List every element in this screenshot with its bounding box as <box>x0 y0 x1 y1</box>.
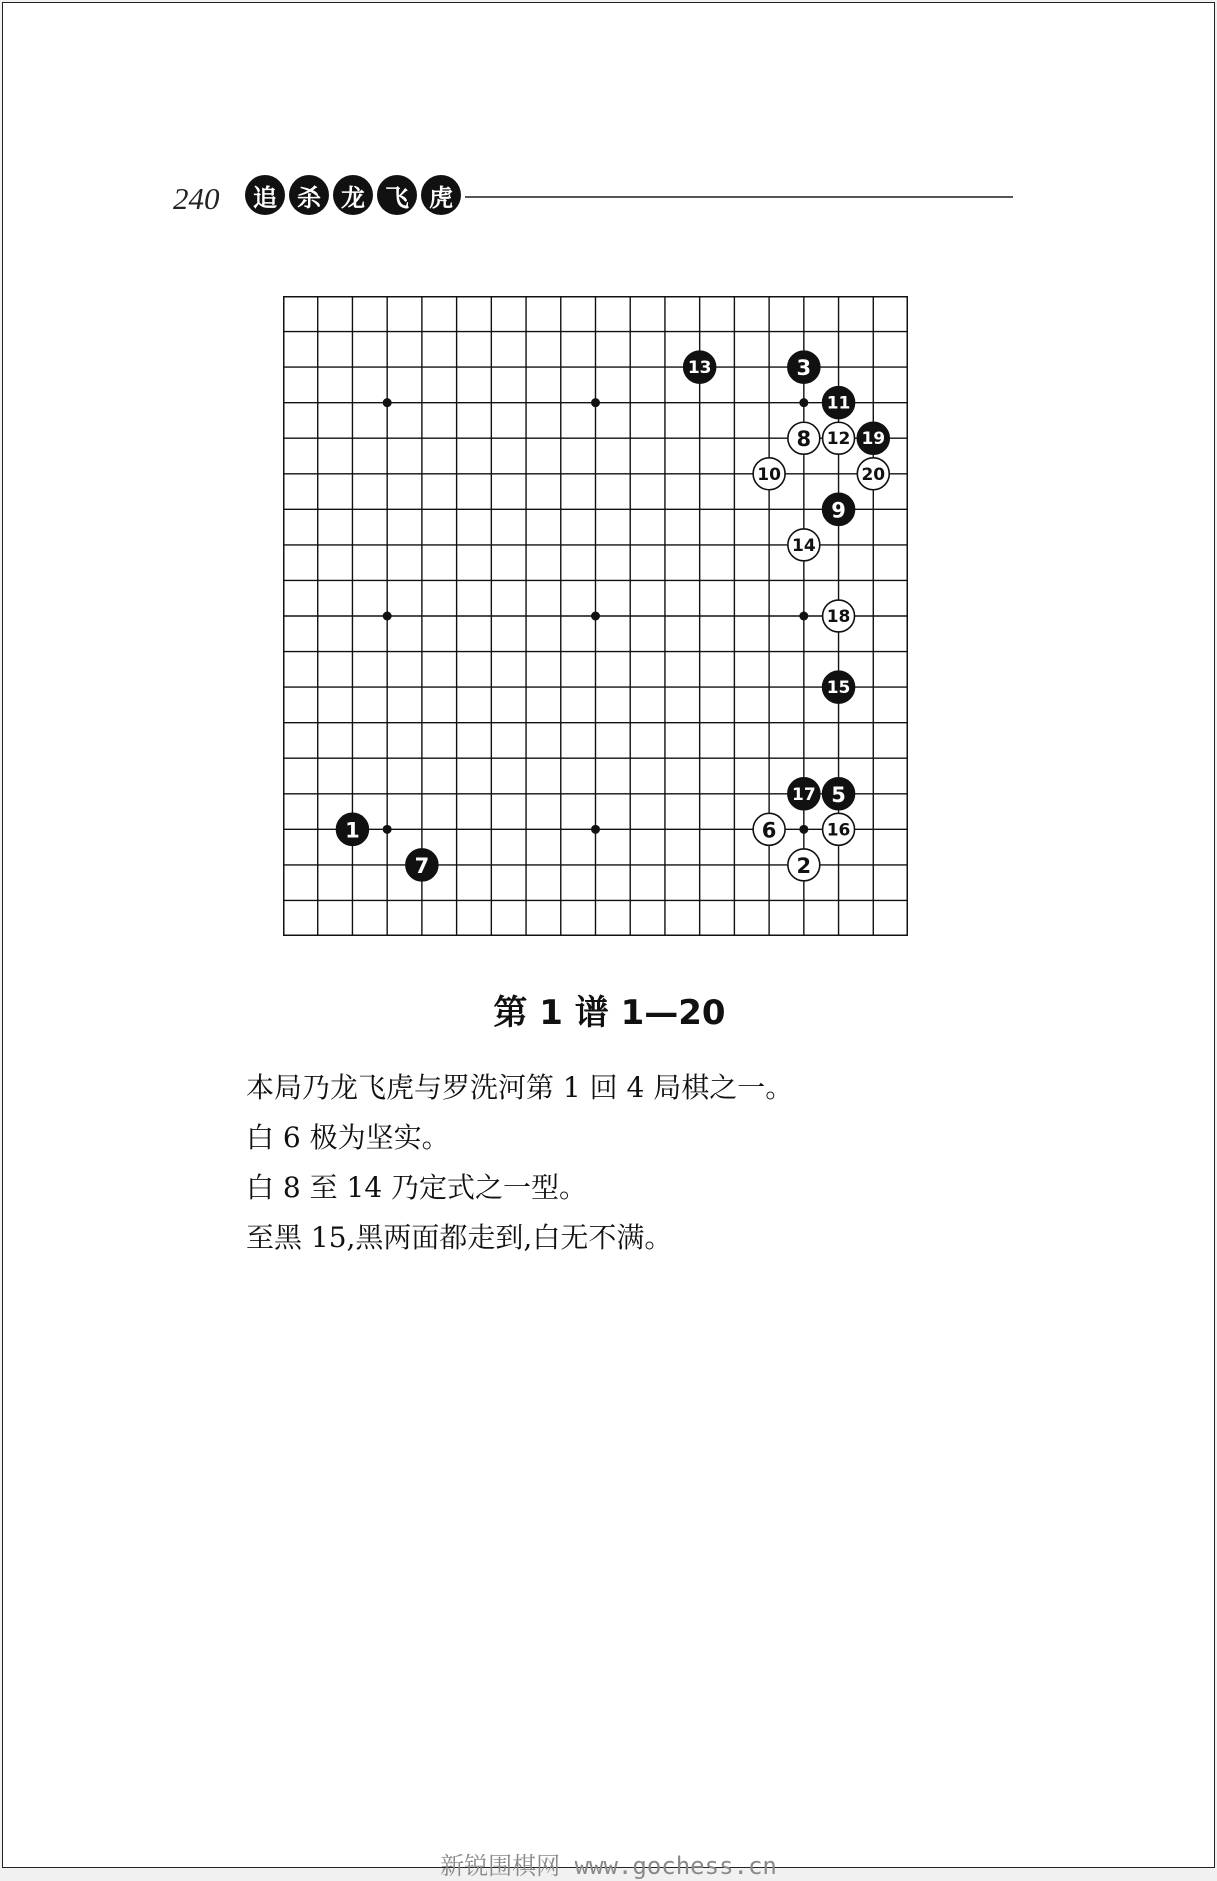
move-number: 5 <box>831 782 846 807</box>
white-stone <box>788 529 820 561</box>
move-number: 15 <box>826 678 851 699</box>
book-page <box>2 2 1215 1868</box>
book-title-char: 龙 <box>333 175 373 215</box>
book-title-char: 杀 <box>289 175 329 215</box>
page-number: 240 <box>173 181 220 216</box>
white-stone <box>753 458 785 490</box>
move-number: 13 <box>687 358 712 379</box>
black-stone <box>406 849 438 881</box>
star-point <box>591 825 600 834</box>
black-stone <box>336 813 368 845</box>
star-point <box>591 398 600 407</box>
black-stone <box>788 778 820 810</box>
star-point <box>383 398 392 407</box>
page-header <box>173 175 1019 223</box>
move-number: 7 <box>414 853 430 878</box>
commentary-line: 白 6 极为坚实。 <box>246 1121 450 1154</box>
move-number: 12 <box>826 429 851 450</box>
white-stone <box>788 849 820 881</box>
site-watermark: 新锐围棋网 www.gochess.cn <box>440 1852 777 1880</box>
white-stone <box>788 422 820 454</box>
move-number: 17 <box>791 784 816 805</box>
black-stone <box>684 351 716 383</box>
star-point <box>383 612 392 621</box>
diagram-caption-text: 第 1 谱 1—20 <box>493 993 726 1033</box>
move-number: 14 <box>791 535 816 556</box>
commentary-line: 本局乃龙飞虎与罗洗河第 1 回 4 局棋之一。 <box>246 1071 794 1104</box>
white-stone <box>823 813 855 845</box>
white-stone <box>823 600 855 632</box>
white-stone <box>823 422 855 454</box>
book-title <box>245 175 461 215</box>
move-number: 6 <box>761 818 777 843</box>
move-number: 8 <box>796 427 812 452</box>
move-number: 3 <box>796 356 812 381</box>
header-rule <box>465 196 1013 198</box>
star-point <box>591 612 600 621</box>
move-number: 10 <box>757 464 781 485</box>
white-stone <box>753 813 785 845</box>
move-number: 19 <box>861 429 886 450</box>
move-number: 9 <box>831 498 846 523</box>
star-point <box>383 825 392 834</box>
move-number: 2 <box>796 853 812 878</box>
star-point <box>799 398 808 407</box>
book-title-char: 追 <box>245 175 285 215</box>
go-board-diagram <box>283 296 908 936</box>
black-stone <box>823 387 855 419</box>
move-number: 20 <box>861 464 886 485</box>
black-stone <box>788 351 820 383</box>
star-point <box>799 825 808 834</box>
black-stone <box>823 671 855 703</box>
move-number: 16 <box>826 820 851 841</box>
black-stone <box>857 422 889 454</box>
move-number: 18 <box>826 607 851 627</box>
star-point <box>799 612 808 621</box>
book-title-char: 虎 <box>421 175 461 215</box>
black-stone <box>823 493 855 525</box>
black-stone <box>823 778 855 810</box>
commentary <box>246 1063 1046 1263</box>
commentary-line: 至黑 15,黑两面都走到,白无不满。 <box>246 1221 673 1254</box>
diagram-caption <box>3 985 1216 1034</box>
white-stone <box>857 458 889 490</box>
move-number: 11 <box>826 393 851 414</box>
book-title-char: 飞 <box>377 175 417 215</box>
commentary-line: 白 8 至 14 乃定式之一型。 <box>246 1171 588 1204</box>
move-number: 1 <box>345 818 360 843</box>
